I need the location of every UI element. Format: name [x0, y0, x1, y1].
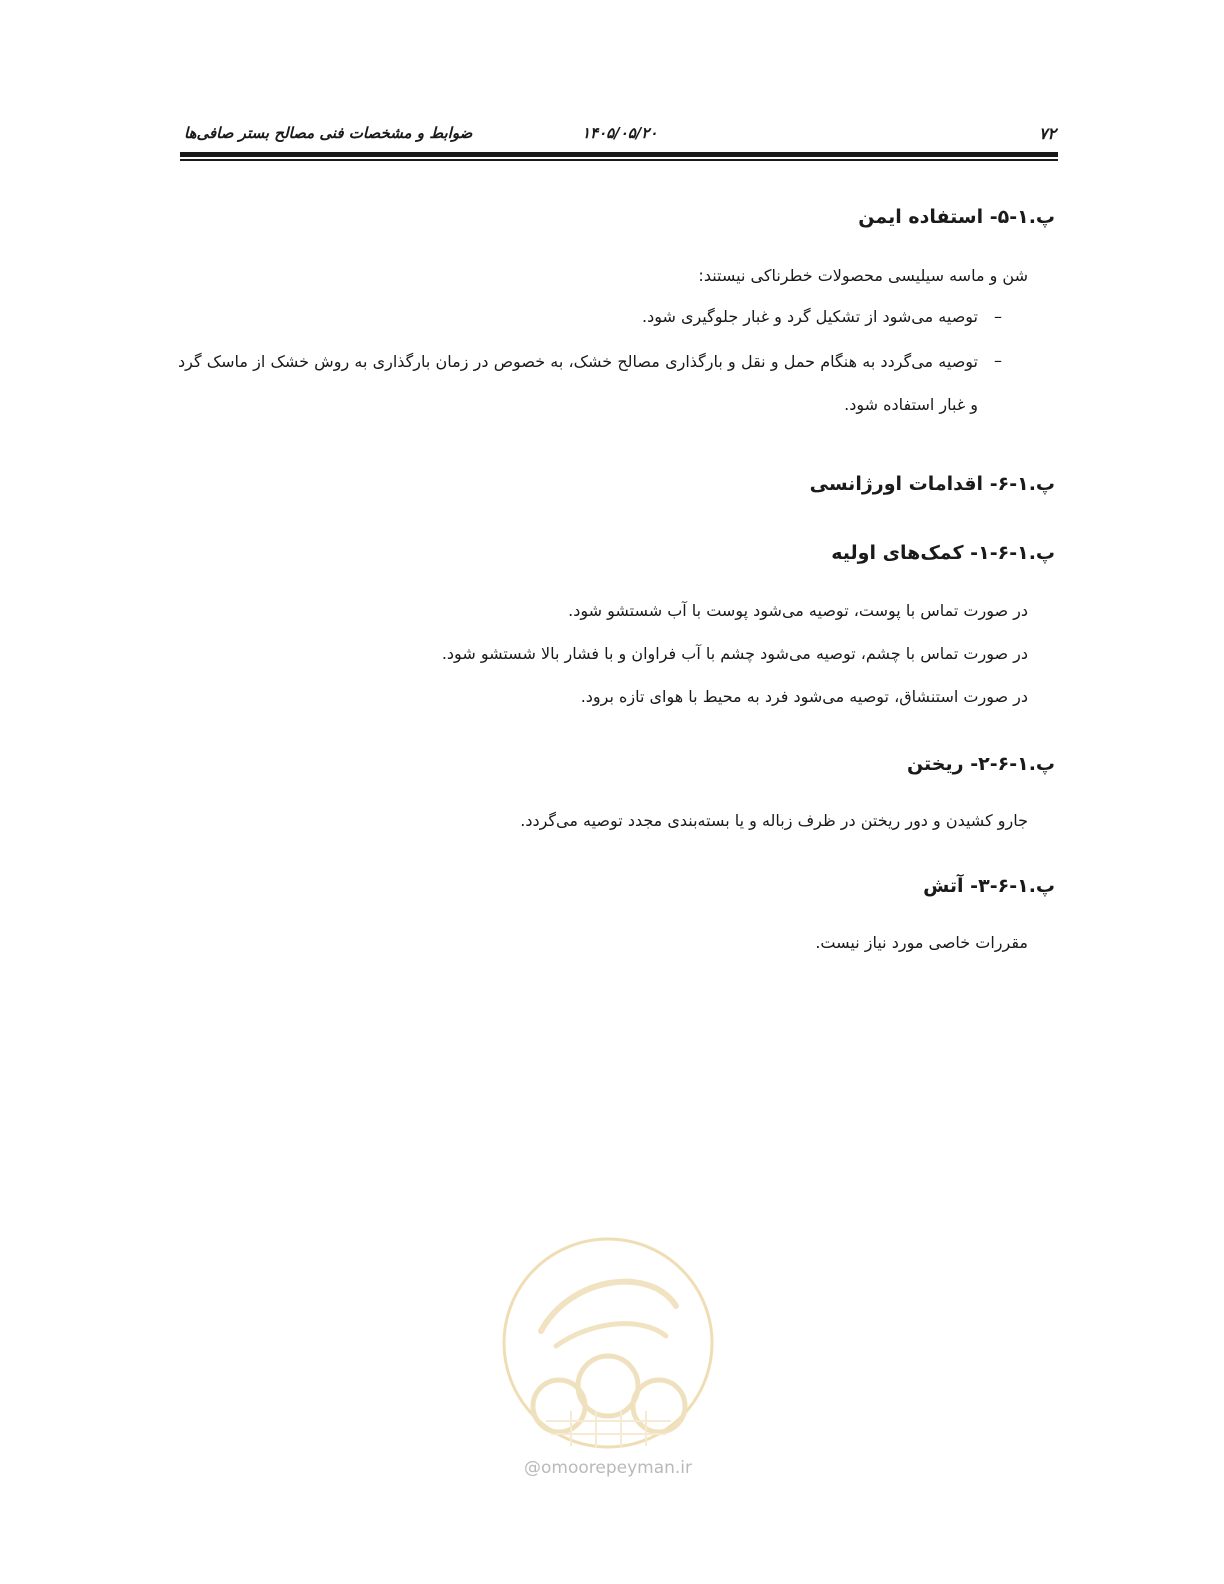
page-number: ۷۲	[1038, 124, 1056, 143]
header-rule-thin	[180, 159, 1058, 161]
header-date: ۱۴۰۵/۰۵/۲۰	[582, 124, 658, 142]
watermark-seal-logo	[501, 1236, 715, 1450]
first-aid-line: در صورت تماس با پوست، توصیه می‌شود پوست با آب شستشو شود.	[568, 601, 1028, 620]
bullet-item: توصیه می‌گردد به هنگام حمل و نقل و بارگذاری مصالح خشک، به خصوص در زمان بارگذاری به روش خشک از ماسک گرد و غبار استفاده شود.	[178, 352, 978, 414]
watermark-url: @omoorepeyman.ir	[523, 1458, 693, 1478]
bullet-mark: –	[994, 307, 1002, 326]
section-heading-emergency: پ.۱-۶- اقدامات اورژانسی	[809, 473, 1055, 495]
running-header	[180, 118, 1058, 148]
header-rule-thick	[180, 152, 1058, 157]
bullet-mark: –	[994, 351, 1002, 370]
subsection-heading-fire: پ.۱-۶-۳- آتش	[923, 875, 1055, 897]
first-aid-line: در صورت استنشاق، توصیه می‌شود فرد به محیط با هوای تازه برود.	[580, 687, 1028, 706]
section-intro: شن و ماسه سیلیسی محصولات خطرناکی نیستند:	[698, 266, 1028, 285]
subsection-heading-spill: پ.۱-۶-۲- ریختن	[906, 753, 1055, 775]
spill-text: جارو کشیدن و دور ریختن در ظرف زباله و یا بسته‌بندی مجدد توصیه می‌گردد.	[520, 811, 1028, 830]
section-heading-safe-use: پ.۱-۵- استفاده ایمن	[858, 206, 1055, 228]
first-aid-line: در صورت تماس با چشم، توصیه می‌شود چشم با آب فراوان و با فشار بالا شستشو شود.	[441, 644, 1028, 663]
document-title: ضوابط و مشخصات فنی مصالح بستر صافی‌ها	[184, 124, 473, 142]
subsection-heading-first-aid: پ.۱-۶-۱- کمک‌های اولیه	[831, 542, 1055, 564]
bullet-item: توصیه می‌شود از تشکیل گرد و غبار جلوگیری شود.	[641, 307, 978, 326]
fire-text: مقررات خاصی مورد نیاز نیست.	[815, 933, 1028, 952]
